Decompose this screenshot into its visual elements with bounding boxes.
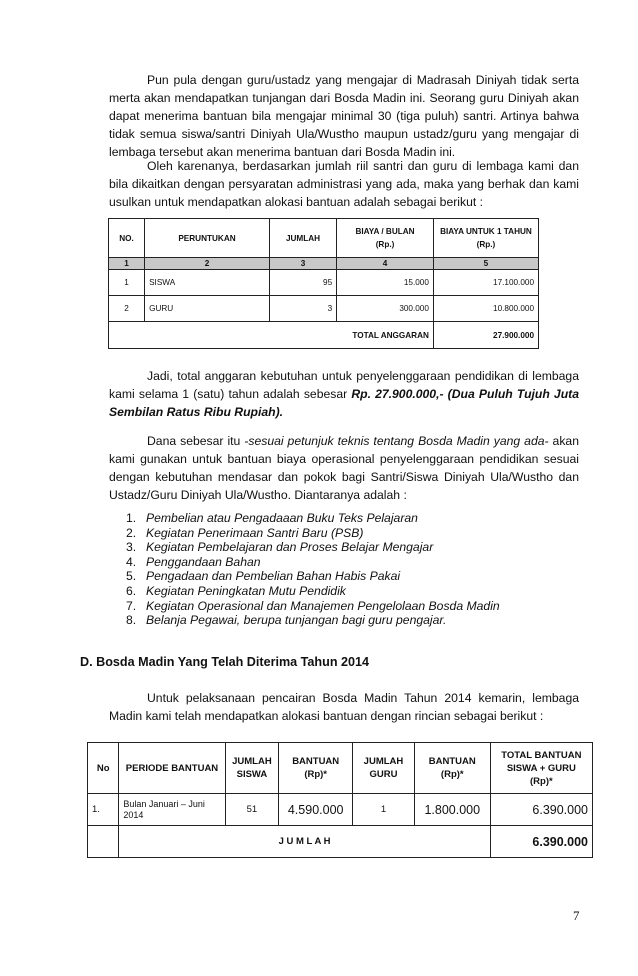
header-no: No [88, 743, 119, 794]
list-item: 2. Kegiatan Penerimaan Santri Baru (PSB) [126, 525, 364, 540]
paragraph-total-anggaran: Jadi, total anggaran kebutuhan untuk penyelenggaraan pendidikan di lembaga kami selama 1 (satu) tahun adalah sebesar Rp. 27.900.000,- (Dua Puluh Tujuh Juta Sembilan Ratus Ribu Rupiah). [109, 369, 579, 419]
paragraph-pencairan: Untuk pelaksanaan pencairan Bosda Madin Tahun 2014 kemarin, lembaga Madin kami telah mendapatkan alokasi bantuan dengan rincian sebagai berikut : [109, 691, 579, 723]
page-number: 7 [573, 908, 580, 923]
list-item: 3. Kegiatan Pembelajaran dan Proses Belajar Mengajar [126, 540, 434, 555]
cell-bantuan-guru: 1.800.000 [414, 794, 490, 826]
paragraph-guru: Pun pula dengan guru/ustadz yang mengajar di Madrasah Diniyah tidak serta merta akan mendapatkan tunjangan dari Bosda Madin ini. Seorang guru Diniyah akan dapat menerima bantuan bila mengajar minimal 30 (tiga puluh) santri. Artinya bahwa tidak semua siswa/santri Diniyah Ula/Wustho maupun ustadz/guru yang mengajar di lembaga tersebut akan menerima bantuan dari Bosda Madin ini. [109, 73, 579, 159]
cell-biaya-tahun: 17.100.000 [433, 270, 538, 296]
list-item: 6. Kegiatan Peningkatan Mutu Pendidik [126, 583, 346, 598]
list-item: 1. Pembelian atau Pengadaaan Buku Teks Pelajaran [126, 511, 418, 525]
cell-no: 1. [88, 794, 119, 826]
table-row [109, 270, 539, 296]
total-value: 6.390.000 [490, 826, 592, 858]
list-item: 4. Penggandaan Bahan [126, 554, 261, 569]
cell-biaya-tahun: 10.800.000 [433, 296, 538, 322]
header-biaya-bulan: BIAYA / BULAN (Rp.) [337, 219, 434, 258]
cell-peruntukan: GURU [145, 296, 270, 322]
table-row [88, 794, 593, 826]
table-row [109, 296, 539, 322]
paragraph-oleh-karenanya: Oleh karenanya, berdasarkan jumlah riil santri dan guru di lembaga kami dan bila dikaitkan dengan persyaratan administrasi yang ada, maka yang berhak dan kami usulkan untuk mendapatkan alokasi bantuan adalah sebagai berikut : [109, 159, 579, 209]
usage-list [126, 511, 500, 628]
cell-jumlah-siswa: 51 [225, 794, 279, 826]
header-jumlah-siswa: JUMLAH SISWA [225, 743, 279, 794]
paragraph-dana: Dana sebesar itu -sesuai petunjuk teknis tentang Bosda Madin yang ada- akan kami gunakan untuk bantuan biaya operasional penyelenggaraan pendidikan sesuai dengan kebutuhan mendasar dan pokok bagi Santri/Siswa Diniyah Ula/Wustho dan Ustadz/Guru Diniyah Ula/Wustho. Diantaranya adalah : [109, 434, 579, 502]
total-row [88, 826, 593, 858]
total-value: 27.900.000 [433, 322, 538, 349]
cell-bantuan-siswa: 4.590.000 [279, 794, 353, 826]
column-number: 4 [337, 258, 434, 270]
total-label: J U M L A H [119, 826, 490, 858]
header-peruntukan: PERUNTUKAN [145, 219, 270, 258]
header-bantuan-guru: BANTUAN (Rp)* [414, 743, 490, 794]
cell-peruntukan: SISWA [145, 270, 270, 296]
cell-total: 6.390.000 [490, 794, 592, 826]
cell-periode: Bulan Januari – Juni 2014 [119, 794, 225, 826]
column-number: 1 [109, 258, 145, 270]
cell-no: 1 [109, 270, 145, 296]
header-biaya-tahun: BIAYA UNTUK 1 TAHUN (Rp.) [433, 219, 538, 258]
cell-no: 2 [109, 296, 145, 322]
column-number: 5 [433, 258, 538, 270]
column-number: 3 [269, 258, 336, 270]
cell-biaya-bulan: 300.000 [337, 296, 434, 322]
section-heading: D. Bosda Madin Yang Telah Diterima Tahun 2014 [80, 655, 370, 669]
list-item: 5. Pengadaan dan Pembelian Bahan Habis Pakai [126, 569, 401, 584]
cell-jumlah-guru: 1 [353, 794, 415, 826]
column-number-row [109, 258, 539, 270]
received-table-header [88, 743, 593, 794]
header-jumlah-guru: JUMLAH GURU [353, 743, 415, 794]
header-periode: PERIODE BANTUAN [119, 743, 225, 794]
list-item: 7. Kegiatan Operasional dan Manajemen Pengelolaan Bosda Madin [126, 598, 500, 613]
cell-biaya-bulan: 15.000 [337, 270, 434, 296]
header-no: NO. [109, 219, 145, 258]
list-item: 8. Belanja Pegawai, berupa tunjangan bagi guru pengajar. [126, 613, 447, 628]
budget-table-header [109, 219, 539, 258]
header-jumlah: JUMLAH [269, 219, 336, 258]
column-number: 2 [145, 258, 270, 270]
total-row [109, 322, 539, 349]
received-table [87, 742, 593, 858]
total-label: TOTAL ANGGARAN [109, 322, 434, 349]
header-bantuan-siswa: BANTUAN (Rp)* [279, 743, 353, 794]
cell-jumlah: 95 [269, 270, 336, 296]
total-spacer [88, 826, 119, 858]
budget-table [108, 218, 539, 349]
cell-jumlah: 3 [269, 296, 336, 322]
header-total: TOTAL BANTUAN SISWA + GURU (Rp)* [490, 743, 592, 794]
